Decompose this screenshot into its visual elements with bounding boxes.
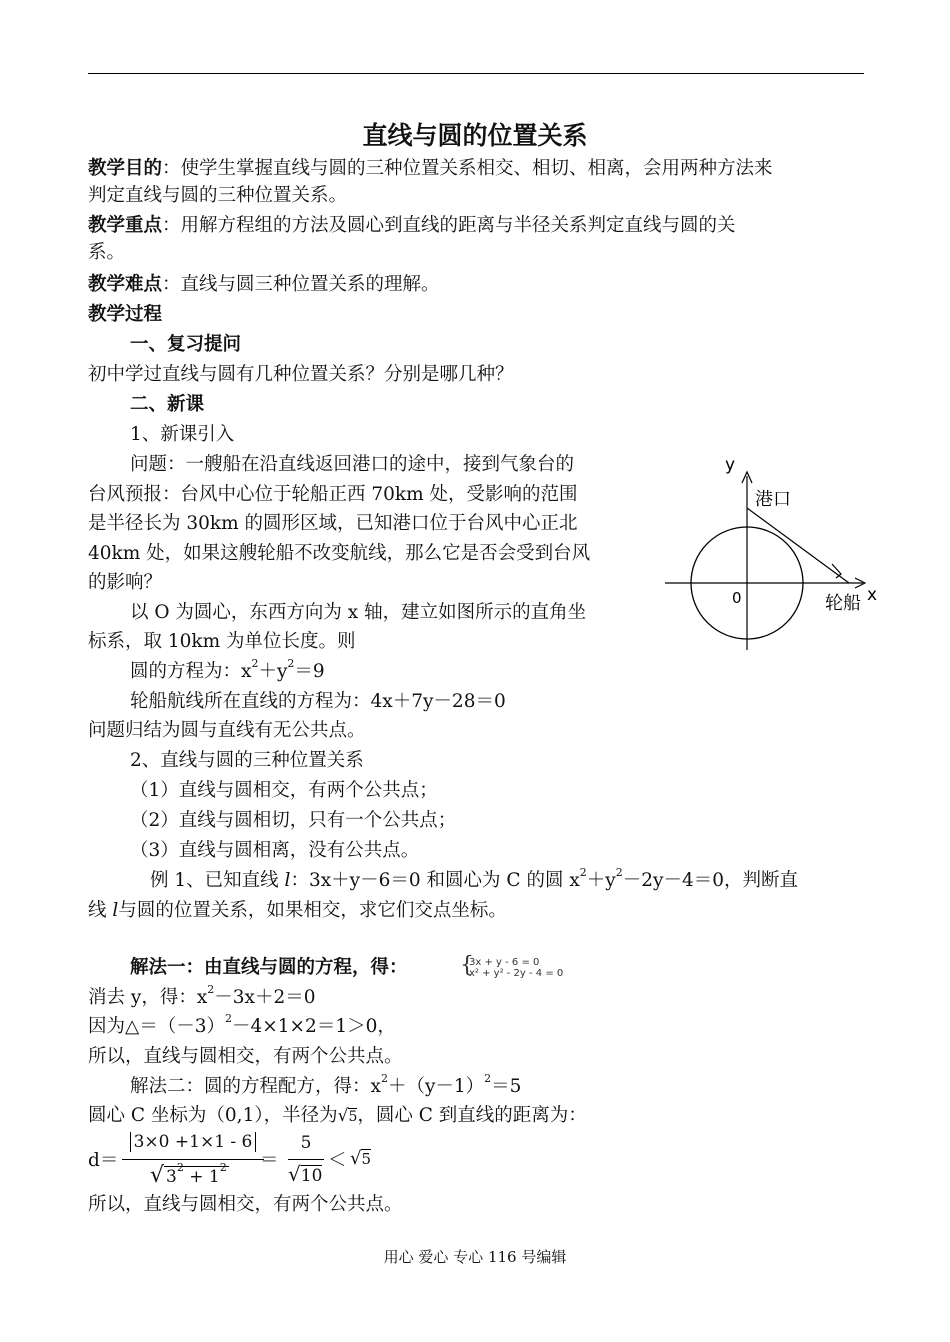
coordinate-figure <box>655 452 885 652</box>
distance-numerator <box>122 1132 264 1152</box>
fraction2-denominator: √10 <box>288 1162 323 1186</box>
sqrt5: √5 <box>337 1106 358 1126</box>
line-symbol: l <box>284 870 291 891</box>
sqrt5-compare: √5 <box>350 1148 372 1169</box>
eq-part: －4×1×2＝1＞0， <box>232 1016 396 1037</box>
difficulty-line <box>88 272 440 298</box>
eq-part: ，圆心 C 到直线的距离为： <box>357 1105 587 1126</box>
eq-part: x <box>241 661 252 682</box>
relation-item: （3）直线与圆相离，没有公共点。 <box>130 840 420 861</box>
brace: { <box>460 953 474 978</box>
superscript: 2 <box>219 1161 227 1174</box>
goal-line-1 <box>88 156 773 182</box>
eq-part: －3x＋2＝0 <box>214 987 316 1008</box>
superscript: 2 <box>176 1161 184 1174</box>
superscript: 2 <box>225 1012 232 1025</box>
circle-equation <box>130 659 325 685</box>
fraction-bar <box>288 1159 324 1160</box>
radicand: 5 <box>361 1150 372 1168</box>
problem-line: 标系，取 10km 为单位长度。则 <box>88 631 356 652</box>
conclusion-1: 所以，直线与圆相交，有两个公共点。 <box>88 1046 403 1067</box>
subsection-relations: 2、直线与圆的三种位置关系 <box>130 750 364 771</box>
example-line-1 <box>150 868 798 894</box>
key-label: 教学重点 <box>88 215 163 236</box>
method2-line <box>130 1074 521 1100</box>
problem-line: 是半径长为 30km 的圆形区域，已知港口位于台风中心正北 <box>88 513 578 534</box>
eq-part: 因为△＝（－3） <box>88 1016 225 1037</box>
fraction-bar <box>122 1159 264 1160</box>
problem-line: 台风预报：台风中心位于轮船正西 70km 处，受影响的范围 <box>88 484 578 505</box>
distance-denominator: √ $3^2 + 1^2$ <box>150 1161 227 1188</box>
section-new-heading: 二、新课 <box>130 394 205 415</box>
eq-part: ＝9 <box>294 661 325 682</box>
ship-route <box>747 508 849 583</box>
discriminant-line <box>88 1014 396 1040</box>
ship-label: 轮船 <box>825 593 861 614</box>
den-term: 3 <box>166 1167 177 1187</box>
eq-part: ＋y <box>258 661 288 682</box>
problem-line: 以 O 为圆心，东西方向为 x 轴，建立如图所示的直角坐 <box>130 602 587 623</box>
system-eq-1: 3x + y - 6 = 0 <box>469 957 540 968</box>
superscript: 2 <box>615 866 623 879</box>
den-term: + 1 <box>183 1167 220 1187</box>
process-heading: 教学过程 <box>88 304 163 325</box>
difficulty-text: ：直线与圆三种位置关系的理解。 <box>162 274 440 295</box>
abs-value: 3×0 +1×1 - 6 <box>130 1132 257 1152</box>
origin-label: 0 <box>732 589 742 607</box>
problem-line: 的影响？ <box>88 572 163 593</box>
problem-line: 40km 处，如果这艘轮船不改变航线，那么它是否会受到台风 <box>88 543 591 564</box>
difficulty-label: 教学难点 <box>88 274 163 295</box>
example-line-2 <box>88 898 507 924</box>
eliminate-line <box>88 985 316 1011</box>
superscript: 2 <box>207 983 215 996</box>
method1-heading: 解法一：由直线与圆的方程，得： <box>130 957 408 978</box>
eq-part: 消去 y，得：x <box>88 987 208 1008</box>
page-title: 直线与圆的位置关系 <box>362 121 588 150</box>
less-than: ＜ <box>328 1150 347 1171</box>
superscript: 2 <box>287 657 295 670</box>
header-rule <box>88 73 864 74</box>
goal-text: ：使学生掌握直线与圆的三种位置关系相交、相切、相离，会用两种方法来 <box>162 158 773 179</box>
relation-item: （2）直线与圆相切，只有一个公共点； <box>130 810 457 831</box>
goal-line-2: 判定直线与圆的三种位置关系。 <box>88 185 348 206</box>
example-text: ＋y <box>586 870 616 891</box>
superscript: 2 <box>579 866 587 879</box>
example-text: －2y－4＝0，判断直 <box>622 870 798 891</box>
circle-eq-label: 圆的方程为： <box>130 661 242 682</box>
fraction2-numerator: 5 <box>300 1133 312 1153</box>
radicand: 10 <box>300 1166 323 1186</box>
eq-part: ＝5 <box>491 1076 522 1097</box>
radicand: 5 <box>348 1109 358 1125</box>
example-text: 与圆的位置关系，如果相交，求它们交点坐标。 <box>118 900 507 921</box>
line-symbol: l <box>112 900 119 921</box>
example-text: 线 <box>88 900 113 921</box>
review-question: 初中学过直线与圆有几种位置关系？分别是哪几种？ <box>88 364 514 385</box>
superscript: 2 <box>251 657 259 670</box>
example-text: 例 1、已知直线 <box>150 870 285 891</box>
x-label: x <box>867 585 878 605</box>
superscript: 2 <box>484 1072 492 1085</box>
equals: ＝ <box>260 1150 279 1171</box>
section-review-heading: 一、复习提问 <box>130 334 242 355</box>
port-label: 港口 <box>755 489 791 510</box>
key-line-2: 系。 <box>88 242 126 263</box>
eq-part: ＋（y－1） <box>387 1076 485 1097</box>
goal-label: 教学目的 <box>88 158 163 179</box>
y-label: y <box>725 455 736 475</box>
relation-item: （1）直线与圆相交，有两个公共点； <box>130 780 438 801</box>
problem-line: 问题：一艘船在沿直线返回港口的途中，接到气象台的 <box>130 454 575 475</box>
subsection-intro: 1、新课引入 <box>130 424 235 445</box>
problem-reduction: 问题归结为圆与直线有无公共点。 <box>88 720 366 741</box>
system-eq-2: x² + y² - 2y - 4 = 0 <box>469 968 564 979</box>
ship-line-equation: 轮船航线所在直线的方程为：4x＋7y－28＝0 <box>130 691 506 712</box>
example-text: ：3x＋y－6＝0 和圆心为 C 的圆 x <box>290 870 580 891</box>
key-line-1 <box>88 213 736 239</box>
eq-part: 圆心 C 坐标为（0,1），半径为 <box>88 1105 338 1126</box>
distance-d: d＝ <box>88 1150 119 1171</box>
superscript: 2 <box>380 1072 388 1085</box>
eq-part: 解法二：圆的方程配方，得：x <box>130 1076 381 1097</box>
conclusion-2: 所以，直线与圆相交，有两个公共点。 <box>88 1194 403 1215</box>
center-line <box>88 1103 587 1130</box>
page-footer: 用心 爱心 专心 116 号编辑 <box>383 1248 567 1266</box>
key-text: ：用解方程组的方法及圆心到直线的距离与半径关系判定直线与圆的关 <box>162 215 736 236</box>
